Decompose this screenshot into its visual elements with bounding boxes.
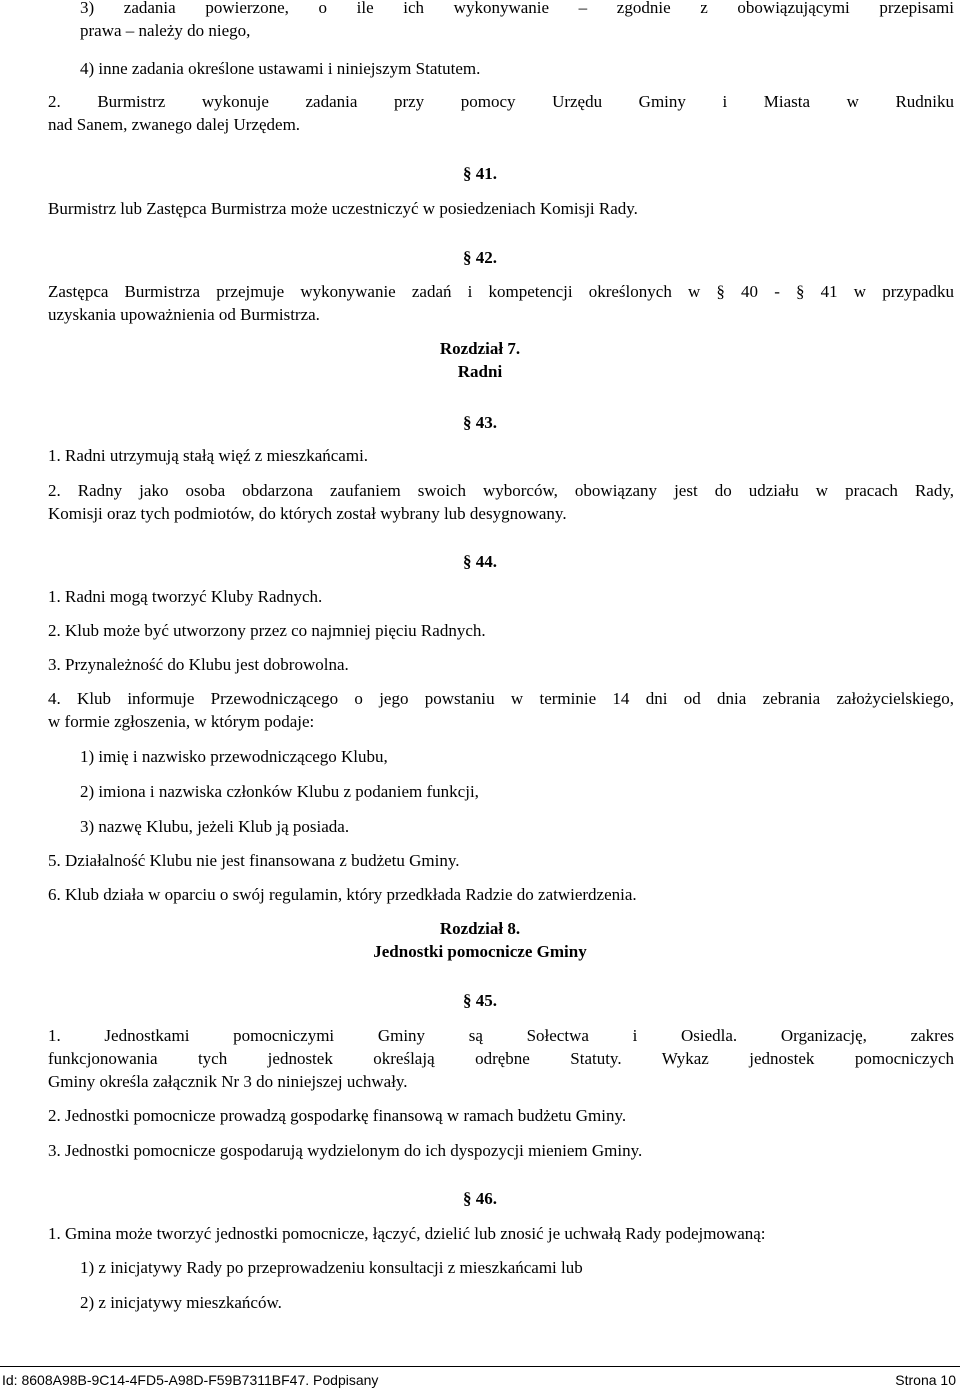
section-42-line-2: uzyskania upoważnienia od Burmistrza. <box>48 305 320 324</box>
chapter-7-title: Radni <box>457 362 503 381</box>
section-44-point-2: 2. Klub może być utworzony przez co najmniej pięciu Radnych. <box>48 621 486 640</box>
section-45-point-2: 2. Jednostki pomocnicze prowadzą gospodarkę finansową w ramach budżetu Gminy. <box>48 1106 627 1125</box>
section-45-point-1-line-3: Gminy określa załącznik Nr 3 do niniejszej uchwały. <box>48 1072 408 1091</box>
section-45-heading: § 45. <box>463 991 497 1010</box>
section-43-point-2-line-1: 2. Radny jako osoba obdarzona zaufaniem swoich wyborców, obowiązany jest do udziału w pracach Rady, <box>48 481 954 500</box>
section-45-point-1-line-2: funkcjonowania tych jednostek określają odrębne Statuty. Wykaz jednostek pomocniczych <box>48 1049 954 1068</box>
section-44-point-1: 1. Radni mogą tworzyć Kluby Radnych. <box>48 587 323 606</box>
section-44-heading: § 44. <box>463 552 497 571</box>
section-44-point-4-item-2: 2) imiona i nazwiska członków Klubu z podaniem funkcji, <box>80 782 479 801</box>
chapter-8-title: Jednostki pomocnicze Gminy <box>373 942 587 961</box>
section-44-point-4-item-3: 3) nazwę Klubu, jeżeli Klub ją posiada. <box>80 817 350 836</box>
item-3-line-2: prawa – należy do niego, <box>80 21 251 40</box>
paragraph-2-line-2: nad Sanem, zwanego dalej Urzędem. <box>48 115 301 134</box>
footer-page-number: Strona 10 <box>895 1372 956 1388</box>
section-45-point-1-line-1: 1. Jednostkami pomocniczymi Gminy są Sołectwa i Osiedla. Organizację, zakres <box>48 1026 954 1045</box>
section-46-point-1: 1. Gmina może tworzyć jednostki pomocnicze, łączyć, dzielić lub znosić je uchwałą Rady podejmowaną: <box>48 1224 766 1243</box>
section-41-text: Burmistrz lub Zastępca Burmistrza może uczestniczyć w posiedzeniach Komisji Rady. <box>48 199 638 218</box>
item-3-line-1: 3) zadania powierzone, o ile ich wykonywanie – zgodnie z obowiązującymi przepisami <box>80 0 954 17</box>
section-44-point-4-line-1: 4. Klub informuje Przewodniczącego o jego powstaniu w terminie 14 dni od dnia zebrania założycielskiego, <box>48 689 954 708</box>
section-44-point-4-line-2: w formie zgłoszenia, w którym podaje: <box>48 712 315 731</box>
section-44-point-4-item-1: 1) imię i nazwisko przewodniczącego Klubu, <box>80 747 388 766</box>
section-46-point-1-item-1: 1) z inicjatywy Rady po przeprowadzeniu konsultacji z mieszkańcami lub <box>80 1258 583 1277</box>
section-43-heading: § 43. <box>463 413 497 432</box>
section-46-heading: § 46. <box>463 1189 497 1208</box>
paragraph-2-line-1: 2. Burmistrz wykonuje zadania przy pomocy Urzędu Gminy i Miasta w Rudniku <box>48 92 954 111</box>
section-44-point-5: 5. Działalność Klubu nie jest finansowana z budżetu Gminy. <box>48 851 460 870</box>
section-41-heading: § 41. <box>463 164 497 183</box>
section-44-point-3: 3. Przynależność do Klubu jest dobrowolna. <box>48 655 349 674</box>
section-43-point-2-line-2: Komisji oraz tych podmiotów, do których został wybrany lub desygnowany. <box>48 504 567 523</box>
chapter-8-label: Rozdział 8. <box>439 919 521 938</box>
item-4: 4) inne zadania określone ustawami i niniejszym Statutem. <box>80 59 481 78</box>
section-45-point-3: 3. Jednostki pomocnicze gospodarują wydzielonym do ich dyspozycji mieniem Gminy. <box>48 1141 643 1160</box>
section-44-point-6: 6. Klub działa w oparciu o swój regulamin, który przedkłada Radzie do zatwierdzenia. <box>48 885 637 904</box>
section-42-line-1: Zastępca Burmistrza przejmuje wykonywanie zadań i kompetencji określonych w § 40 - § 41 w przypadku <box>48 282 954 301</box>
chapter-7-label: Rozdział 7. <box>439 339 521 358</box>
section-43-point-1: 1. Radni utrzymują stałą więź z mieszkańcami. <box>48 446 369 465</box>
footer-divider <box>0 1366 960 1367</box>
section-42-heading: § 42. <box>463 248 497 267</box>
section-46-point-1-item-2: 2) z inicjatywy mieszkańców. <box>80 1293 282 1312</box>
footer-document-id: Id: 8608A98B-9C14-4FD5-A98D-F59B7311BF47. Podpisany <box>2 1372 379 1388</box>
